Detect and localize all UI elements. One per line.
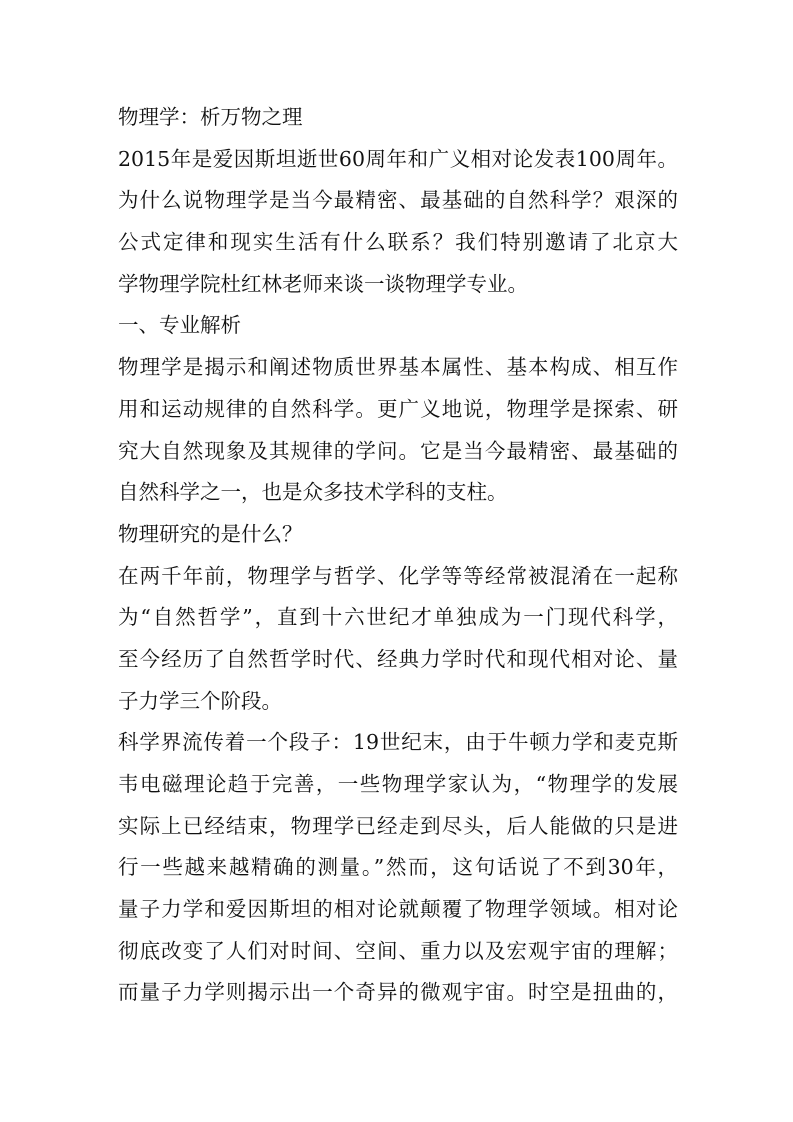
paragraph (118, 139, 678, 306)
text-line: 一、专业解析 (118, 313, 241, 338)
paragraph (118, 347, 678, 514)
text-line: 物理学是揭示和阐述物质世界基本属性、基本构成、相互作 (118, 355, 678, 380)
text-line: 用和运动规律的自然科学。更广义地说，物理学是探索、研 (118, 396, 678, 421)
paragraph (118, 556, 678, 723)
paragraph (118, 305, 678, 347)
text-line: 为什么说物理学是当今最精密、最基础的自然科学？艰深的 (118, 188, 678, 213)
text-line: 科学界流传着一个段子：19世纪末，由于牛顿力学和麦克斯 (118, 730, 678, 755)
text-line: 至今经历了自然哲学时代、经典力学时代和现代相对论、量 (118, 646, 678, 671)
text-line: 自然科学之一，也是众多技术学科的支柱。 (118, 480, 508, 505)
text-line: 行一些越来越精确的测量。”然而，这句话说了不到30年， (118, 855, 678, 880)
text-line: 彻底改变了人们对时间、空间、重力以及宏观宇宙的理解； (118, 938, 678, 963)
text-line: 韦电磁理论趋于完善，一些物理学家认为，“物理学的发展 (118, 772, 678, 796)
document-body (118, 97, 678, 1014)
text-line: 子力学三个阶段。 (118, 688, 282, 713)
paragraph (118, 97, 678, 139)
text-line: 而量子力学则揭示出一个奇异的微观宇宙。时空是扭曲的， (118, 980, 678, 1005)
text-line: 在两千年前，物理学与哲学、化学等等经常被混淆在一起称 (118, 563, 678, 588)
text-line: 公式定律和现实生活有什么联系？我们特别邀请了北京大 (118, 230, 678, 255)
text-line: 学物理学院杜红林老师来谈一谈物理学专业。 (118, 271, 528, 296)
text-line: 2015年是爱因斯坦逝世60周年和广义相对论发表100周年。 (118, 146, 678, 171)
text-line: 为“自然哲学”，直到十六世纪才单独成为一门现代科学， (118, 605, 678, 630)
text-line: 物理研究的是什么？ (118, 521, 303, 546)
text-line: 究大自然现象及其规律的学问。它是当今最精密、最基础的 (118, 438, 678, 463)
text-line: 实际上已经结束，物理学已经走到尽头，后人能做的只是进 (118, 813, 678, 838)
text-line: 量子力学和爱因斯坦的相对论就颠覆了物理学领域。相对论 (118, 897, 678, 922)
paragraph (118, 514, 678, 556)
paragraph (118, 722, 678, 1014)
text-line: 物理学：析万物之理 (118, 105, 303, 129)
